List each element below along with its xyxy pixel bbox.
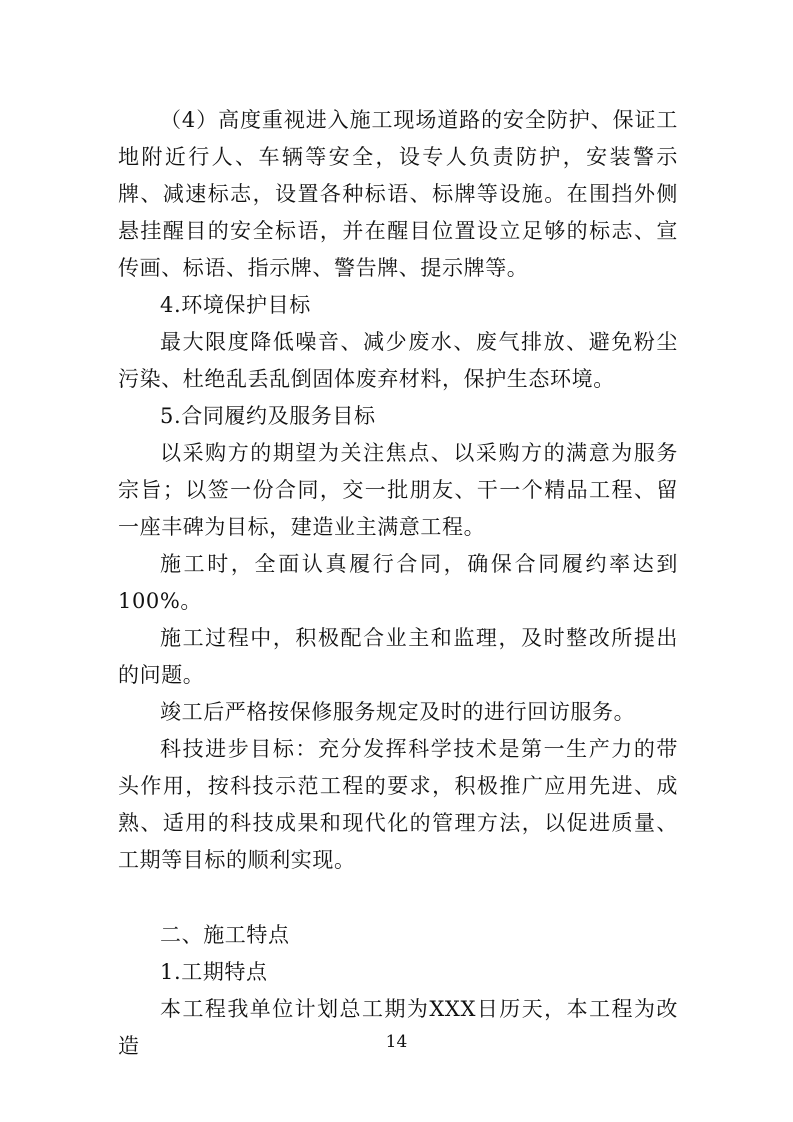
paragraph-service-purpose: 以采购方的期望为关注焦点、以采购方的满意为服务宗旨；以签一份合同，交一批朋友、干一个精品工程、留一座丰碑为目标，建造业主满意工程。 [118,441,678,539]
section-spacer [118,879,678,917]
body-text [118,102,678,1065]
paragraph-cooperation: 施工过程中，积极配合业主和监理，及时整改所提出的问题。 [118,626,678,687]
paragraph-contract-rate: 施工时，全面认真履行合同，确保合同履约率达到100%。 [118,552,678,613]
paragraph-warranty: 竣工后严格按保修服务规定及时的进行回访服务。 [160,700,636,724]
section-heading-construction-features: 二、施工特点 [160,923,290,947]
paragraph-schedule: 本工程我单位计划总工期为XXX日历天，本工程为改造 [118,997,678,1058]
heading-contract-service-goal: 5.合同履约及服务目标 [160,404,376,428]
paragraph-tech-progress: 科技进步目标：充分发挥科学技术是第一生产力的带头作用，按科技示范工程的要求，积极推广应用先进、成熟、适用的科技成果和现代化的管理方法，以促进质量、工期等目标的顺利实现。 [118,737,678,872]
paragraph-road-safety: （4）高度重视进入施工现场道路的安全防护、保证工地附近行人、车辆等安全，设专人负责防护，安装警示牌、减速标志，设置各种标语、标牌等设施。在围挡外侧悬挂醒目的安全标语，并在醒目位置设立足够的标志、宣传画、标语、指示牌、警告牌、提示牌等。 [118,108,678,280]
heading-environment-goal: 4.环境保护目标 [160,293,311,317]
page-number: 14 [385,1032,408,1052]
heading-schedule-features: 1.工期特点 [160,960,268,984]
paragraph-environment: 最大限度降低噪音、减少废水、废气排放、避免粉尘污染、杜绝乱丢乱倒固体废弃材料，保护生态环境。 [118,330,678,391]
